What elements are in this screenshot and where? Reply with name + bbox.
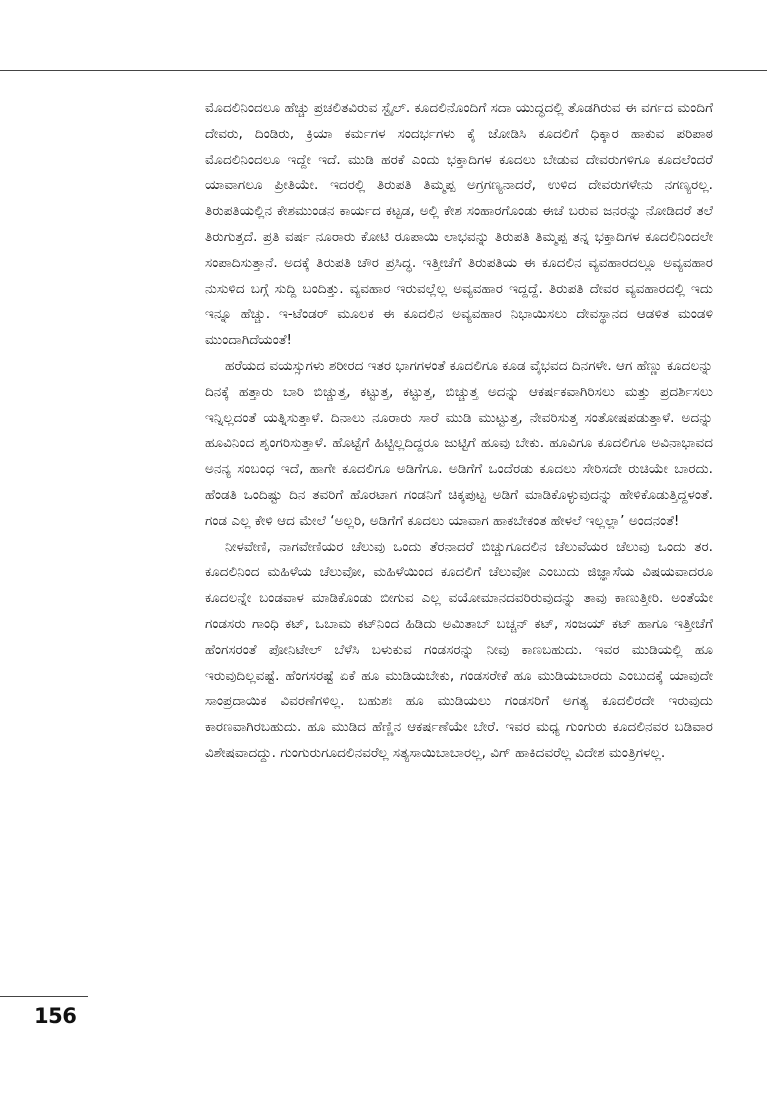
paragraph-1: ಮೊದಲಿನಿಂದಲೂ ಹೆಚ್ಚು ಪ್ರಚಲಿತವಿರುವ ಸ್ಟೈಲ್. ಕೂದಲಿನೊಂದಿಗೆ ಸದಾ ಯುದ್ಧದಲ್ಲಿ ತೊಡಗಿರುವ ಈ ವರ್ಗದ ಮಂದಿಗೆ ದೇವರು, ದಿಂಡಿರು, ಕ್ರಿಯಾ ಕರ್ಮಗಳ ಸಂದರ್ಭಗಳು ಕೈ ಜೋಡಿಸಿ ಕೂದಲಿಗೆ ಧಿಕ್ಕಾರ ಹಾಕುವ ಪರಿಪಾಠ ಮೊದಲಿನಿಂದಲೂ ಇದ್ದೇ ಇದೆ. ಮುಡಿ ಹರಕೆ ಎಂದು ಭಕ್ತಾದಿಗಳ ಕೂದಲು ಬೇಡುವ ದೇವರುಗಳಿಗೂ ಕೂದಲೆಂದರೆ ಯಾವಾಗಲೂ ಪ್ರೀತಿಯೇ. ಇದರಲ್ಲಿ ತಿರುಪತಿ ತಿಮ್ಮಪ್ಪ ಅಗ್ರಗಣ್ಯನಾದರೆ, ಉಳಿದ ದೇವರುಗಳೇನು ನಗಣ್ಯರಲ್ಲ. ತಿರುಪತಿಯಲ್ಲಿನ ಕೇಶಮುಂಡನ ಕಾರ್ಯದ ಕಟ್ಟಡ, ಅಲ್ಲಿ ಕೇಶ ಸಂಹಾರಗೊಂಡು ಈಚೆ ಬರುವ ಜನರನ್ನು ನೋಡಿದರೆ ತಲೆ ತಿರುಗುತ್ತದೆ. ಪ್ರತಿ ವರ್ಷ ನೂರಾರು ಕೋಟಿ ರೂಪಾಯಿ ಲಾಭವನ್ನು ತಿರುಪತಿ ತಿಮ್ಮಪ್ಪ ತನ್ನ ಭಕ್ತಾದಿಗಳ ಕೂದಲಿನಿಂದಲೇ ಸಂಪಾದಿಸುತ್ತಾನೆ. ಅದಕ್ಕೆ ತಿರುಪತಿ ಚೌರ ಪ್ರಸಿದ್ಧ. ಇತ್ತೀಚೆಗೆ ತಿರುಪತಿಯ ಈ ಕೂದಲಿನ ವ್ಯವಹಾರದಲ್ಲೂ ಅವ್ಯವಹಾರ ನುಸುಳಿದ ಬಗ್ಗೆ ಸುದ್ದಿ ಬಂದಿತ್ತು. ವ್ಯವಹಾರ ಇರುವಲ್ಲೆಲ್ಲ ಅವ್ಯವಹಾರ ಇದ್ದದ್ದೆ. ತಿರುಪತಿ ದೇವರ ವ್ಯವಹಾರದಲ್ಲಿ ಇದು ಇನ್ನೂ ಹೆಚ್ಚು. ಇ-ಟೆಂಡರ್ ಮೂಲಕ ಈ ಕೂದಲಿನ ಅವ್ಯವಹಾರ ನಿಭಾಯಿಸಲು ದೇವಸ್ಥಾನದ ಆಡಳಿತ ಮಂಡಳಿ ಮುಂದಾಗಿದೆಯಂತೆ!	[205, 100, 713, 349]
paragraph-2: ಹರೆಯದ ವಯಸ್ಸುಗಳು ಶರೀರದ ಇತರ ಭಾಗಗಳಂತೆ ಕೂದಲಿಗೂ ಕೂಡ ವೈಭವದ ದಿನಗಳೇ. ಆಗ ಹೆಣ್ಣು ಕೂದಲನ್ನು ದಿನಕ್ಕೆ ಹತ್ತಾರು ಬಾರಿ ಬಿಚ್ಚುತ್ತ, ಕಟ್ಟುತ್ತ, ಕಟ್ಟುತ್ತ, ಬಿಚ್ಚುತ್ತ ಅದನ್ನು ಆಕರ್ಷಕವಾಗಿರಿಸಲು ಮತ್ತು ಪ್ರದರ್ಶಿಸಲು ಇನ್ನಿಲ್ಲದಂತೆ ಯತ್ನಿಸುತ್ತಾಳೆ. ದಿನಾಲು ನೂರಾರು ಸಾರೆ ಮುಡಿ ಮುಟ್ಟುತ್ತ, ನೇವರಿಸುತ್ತ ಸಂತೋಷಪಡುತ್ತಾಳೆ. ಅದನ್ನು ಹೂವಿನಿಂದ ಶೃಂಗರಿಸುತ್ತಾಳೆ. ಹೊಟ್ಟೆಗೆ ಹಿಟ್ಟಿಲ್ಲದಿದ್ದರೂ ಜುಟ್ಟಿಗೆ ಹೂವು ಬೇಕು. ಹೂವಿಗೂ ಕೂದಲಿಗೂ ಅವಿನಾಭಾವದ ಅನನ್ಯ ಸಂಬಂಧ ಇದೆ, ಹಾಗೇ ಕೂದಲಿಗೂ ಅಡಿಗೆಗೂ. ಅಡಿಗೆಗೆ ಒಂದೆರಡು ಕೂದಲು ಸೇರಿಸದೇ ರುಚಿಯೇ ಬಾರದು. ಹೆಂಡತಿ ಒಂದಿಷ್ಟು ದಿನ ತವರಿಗೆ ಹೊರಟಾಗ ಗಂಡನಿಗೆ ಚಿಕ್ಕಪುಟ್ಟ ಅಡಿಗೆ ಮಾಡಿಕೊಳ್ಳುವುದನ್ನು ಹೇಳಿಕೊಡುತ್ತಿದ್ದಳಂತೆ. ಗಂಡ ಎಲ್ಲ ಕೇಳಿ ಆದ ಮೇಲೆ ‘ಅಲ್ಲರಿ, ಅಡಿಗೆಗೆ ಕೂದಲು ಯಾವಾಗ ಹಾಕಬೇಕಂತ ಹೇಳಲೆ ಇಲ್ಲಲ್ಲಾ’ ಅಂದನಂತೆ!	[205, 357, 713, 529]
page-number: 156	[34, 1004, 77, 1028]
footer-rule	[0, 996, 88, 997]
body-text	[205, 96, 713, 767]
header-rule	[0, 70, 767, 71]
paragraph-3: ನೀಳವೇಣಿ, ನಾಗವೇಣಿಯರ ಚೆಲುವು ಒಂದು ತೆರನಾದರೆ ಬಿಚ್ಚುಗೂದಲಿನ ಚೆಲುವೆಯರ ಚೆಲುವು ಒಂದು ತರ. ಕೂದಲಿನಿಂದ ಮಹಿಳೆಯ ಚೆಲುವೋ, ಮಹಿಳೆಯಿಂದ ಕೂದಲಿಗೆ ಚೆಲುವೋ ಎಂಬುದು ಜಿಜ್ಞಾಸೆಯ ವಿಷಯವಾದರೂ ಕೂದಲನ್ನೇ ಬಂಡವಾಳ ಮಾಡಿಕೊಂಡು ಬೀಗುವ ಎಲ್ಲ ವಯೋಮಾನದವರಿರುವುದನ್ನು ತಾವು ಕಾಣುತ್ತೀರಿ. ಅಂತೆಯೇ ಗಂಡಸರು ಗಾಂಧಿ ಕಟ್, ಒಬಾಮ ಕಟ್‌ನಿಂದ ಹಿಡಿದು ಅಮಿತಾಬ್ ಬಚ್ಚನ್ ಕಟ್, ಸಂಜಯ್ ಕಟ್ ಹಾಗೂ ಇತ್ತೀಚೆಗೆ ಹೆಂಗಸರಂತೆ ಪೋನಿಟೇಲ್ ಬೆಳೆಸಿ ಬಳುಕುವ ಗಂಡಸರನ್ನು ನೀವು ಕಾಣಬಹುದು. ಇವರ ಮುಡಿಯಲ್ಲಿ ಹೂ ಇರುವುದಿಲ್ಲವಷ್ಟೆ. ಹೆಂಗಸರಷ್ಟೆ ಏಕೆ ಹೂ ಮುಡಿಯಬೇಕು, ಗಂಡಸರೇಕೆ ಹೂ ಮುಡಿಯಬಾರದು ಎಂಬುದಕ್ಕೆ ಯಾವುದೇ ಸಾಂಪ್ರದಾಯಿಕ ವಿವರಣೆಗಳಿಲ್ಲ. ಬಹುಶಃ ಹೂ ಮುಡಿಯಲು ಗಂಡಸರಿಗೆ ಅಗತ್ಯ ಕೂದಲಿರದೇ ಇರುವುದು ಕಾರಣವಾಗಿರಬಹುದು. ಹೂ ಮುಡಿದ ಹೆಣ್ಣಿನ ಆಕರ್ಷಣೆಯೇ ಬೇರೆ. ಇವರ ಮಧ್ಯ ಗುಂಗುರು ಕೂದಲಿನವರ ಬಡಿವಾರ ವಿಶೇಷವಾದದ್ದು. ಗುಂಗುರುಗೂದಲಿನವರೆಲ್ಲ ಸತ್ಯಸಾಯಿಬಾಬಾರಲ್ಲ, ವಿಗ್ ಹಾಕಿದವರೆಲ್ಲ ವಿದೇಶ ಮಂತ್ರಿಗಳಲ್ಲ.	[205, 538, 713, 761]
